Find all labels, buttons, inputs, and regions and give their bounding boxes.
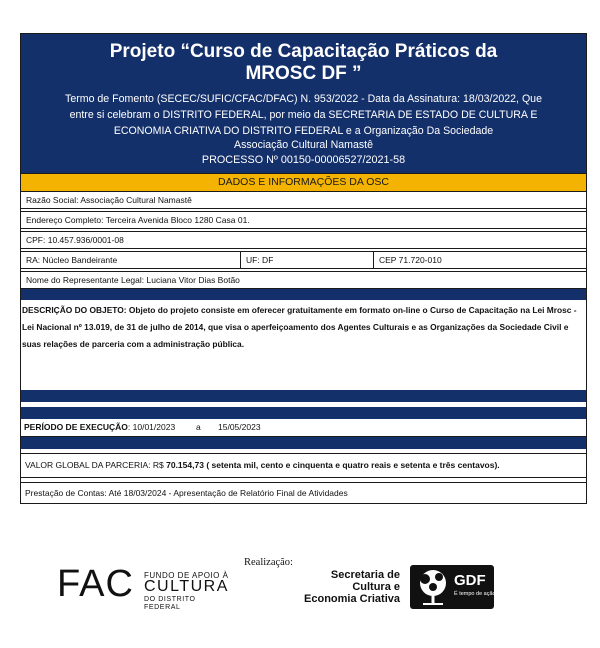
project-title: [27, 41, 580, 85]
uf: UF: DF: [241, 252, 374, 268]
secretaria-logo: [288, 569, 400, 605]
realizacao-label: Realização:: [244, 557, 293, 568]
sec-line-1: Secretaria de: [330, 569, 400, 581]
representante-legal: Nome do Representante Legal: Luciana Vitor Dias Botão: [21, 272, 586, 289]
divider-band: [21, 289, 586, 300]
fac-logo: [57, 563, 232, 611]
ra: RA: Núcleo Bandeirante: [21, 252, 241, 268]
tree-icon: [413, 567, 453, 607]
divider-band: [21, 390, 586, 402]
periodo-execucao: [21, 419, 586, 437]
objeto-label: DESCRIÇÃO DO OBJETO:: [22, 305, 127, 315]
prestacao-contas: Prestação de Contas: Até 18/03/2024 - Apresentação de Relatório Final de Atividades: [25, 488, 348, 498]
gdf-logo: [410, 565, 498, 609]
periodo-sep: a: [196, 422, 201, 432]
valor-global: [21, 454, 586, 478]
header-block: [21, 34, 586, 173]
divider-band: [21, 437, 586, 449]
periodo-label: PERÍODO DE EXECUÇÃO: [24, 422, 128, 432]
sec-line-2: Cultura e: [352, 581, 400, 593]
cpf: CPF: 10.457.936/0001-08: [21, 232, 586, 249]
desc-line-2: entre si celebram o DISTRITO FEDERAL, por meio da SECRETARIA DE ESTADO DE CULTURA E: [69, 109, 538, 121]
razao-social: Razão Social: Associação Cultural Namastê: [21, 192, 586, 209]
term-description: [27, 91, 580, 151]
location-row: [21, 252, 586, 269]
cep: CEP 71.720-010: [379, 255, 442, 265]
title-line-1: Projeto “Curso de Capacitação Práticos da: [109, 41, 498, 62]
desc-line-1: Termo de Fomento (SECEC/SUFIC/CFAC/DFAC) N. 953/2022 - Data da Assinatura: 18/03/2022, Que: [65, 93, 542, 105]
processo-number: PROCESSO Nº 00150-00006527/2021-58: [201, 154, 406, 166]
fac-wordmark: FAC: [57, 563, 134, 605]
desc-line-3: ECONOMIA CRIATIVA DO DISTRITO FEDERAL e a Organização Da Sociedade: [113, 125, 494, 137]
periodo-end: 15/05/2023: [218, 422, 261, 432]
valor-label: VALOR GLOBAL DA PARCERIA: R$: [25, 460, 164, 470]
fac-line-3: DO DISTRITO FEDERAL: [144, 596, 196, 611]
divider-band: [21, 407, 586, 419]
objeto-text: Objeto do projeto consiste em oferecer gratuitamente em formato on-line o Curso de Capacitação na Lei Mrosc - Lei Nacional nº 13.019, de 31 de julho de 2014, que visa o aperfeiçoamento dos Agentes Culturais e as Organizações da Sociedade Civil e suas relações de parceria com a administração pública.: [22, 305, 577, 349]
section-title: DADOS E INFORMAÇÕES DA OSC: [21, 173, 586, 192]
fac-line-1: FUNDO DE APOIO À: [144, 571, 229, 580]
fac-line-2: CULTURA: [144, 578, 229, 595]
footer-logos: [0, 555, 600, 615]
endereco: Endereço Completo: Terceira Avenida Bloco 1280 Casa 01.: [21, 212, 586, 229]
title-line-2: MROSC DF ”: [245, 63, 362, 84]
periodo-start: : 10/01/2023: [127, 422, 176, 432]
gdf-wordmark: GDF: [454, 572, 486, 589]
objeto-descricao: [21, 300, 586, 390]
valor-extenso: ( setenta mil, cento e cinquenta e quatro reais e setenta e três centavos).: [206, 460, 500, 470]
desc-line-4: Associação Cultural Namastê: [234, 139, 373, 151]
info-sheet: [20, 33, 587, 504]
sec-line-3: Economia Criativa: [304, 593, 400, 605]
valor-amount: 70.154,73: [166, 460, 204, 470]
gdf-tagline: É tempo de ação.: [454, 591, 498, 597]
